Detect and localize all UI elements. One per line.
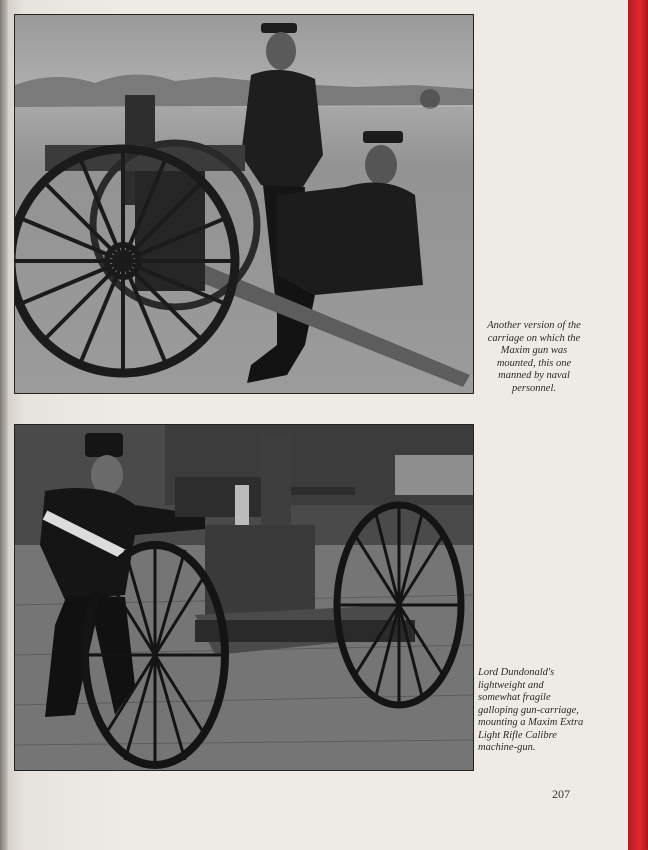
red-book-edge [628,0,648,850]
caption-bottom-photo: Lord Dundonald's lightweight and somewhat fragile galloping gun-carriage, mounting a Maxim Extra Light Rifle Calibre machine-gun. [478,667,584,753]
photo-galloping-gun-carriage [14,424,474,771]
caption-top-photo: Another version of the carriage on which the Maxim gun was mounted, this one manned by naval personnel. [487,320,581,394]
photo-naval-maxim-carriage [14,14,474,394]
page-binding-edge [0,0,8,850]
page-number: 207 [552,787,570,801]
